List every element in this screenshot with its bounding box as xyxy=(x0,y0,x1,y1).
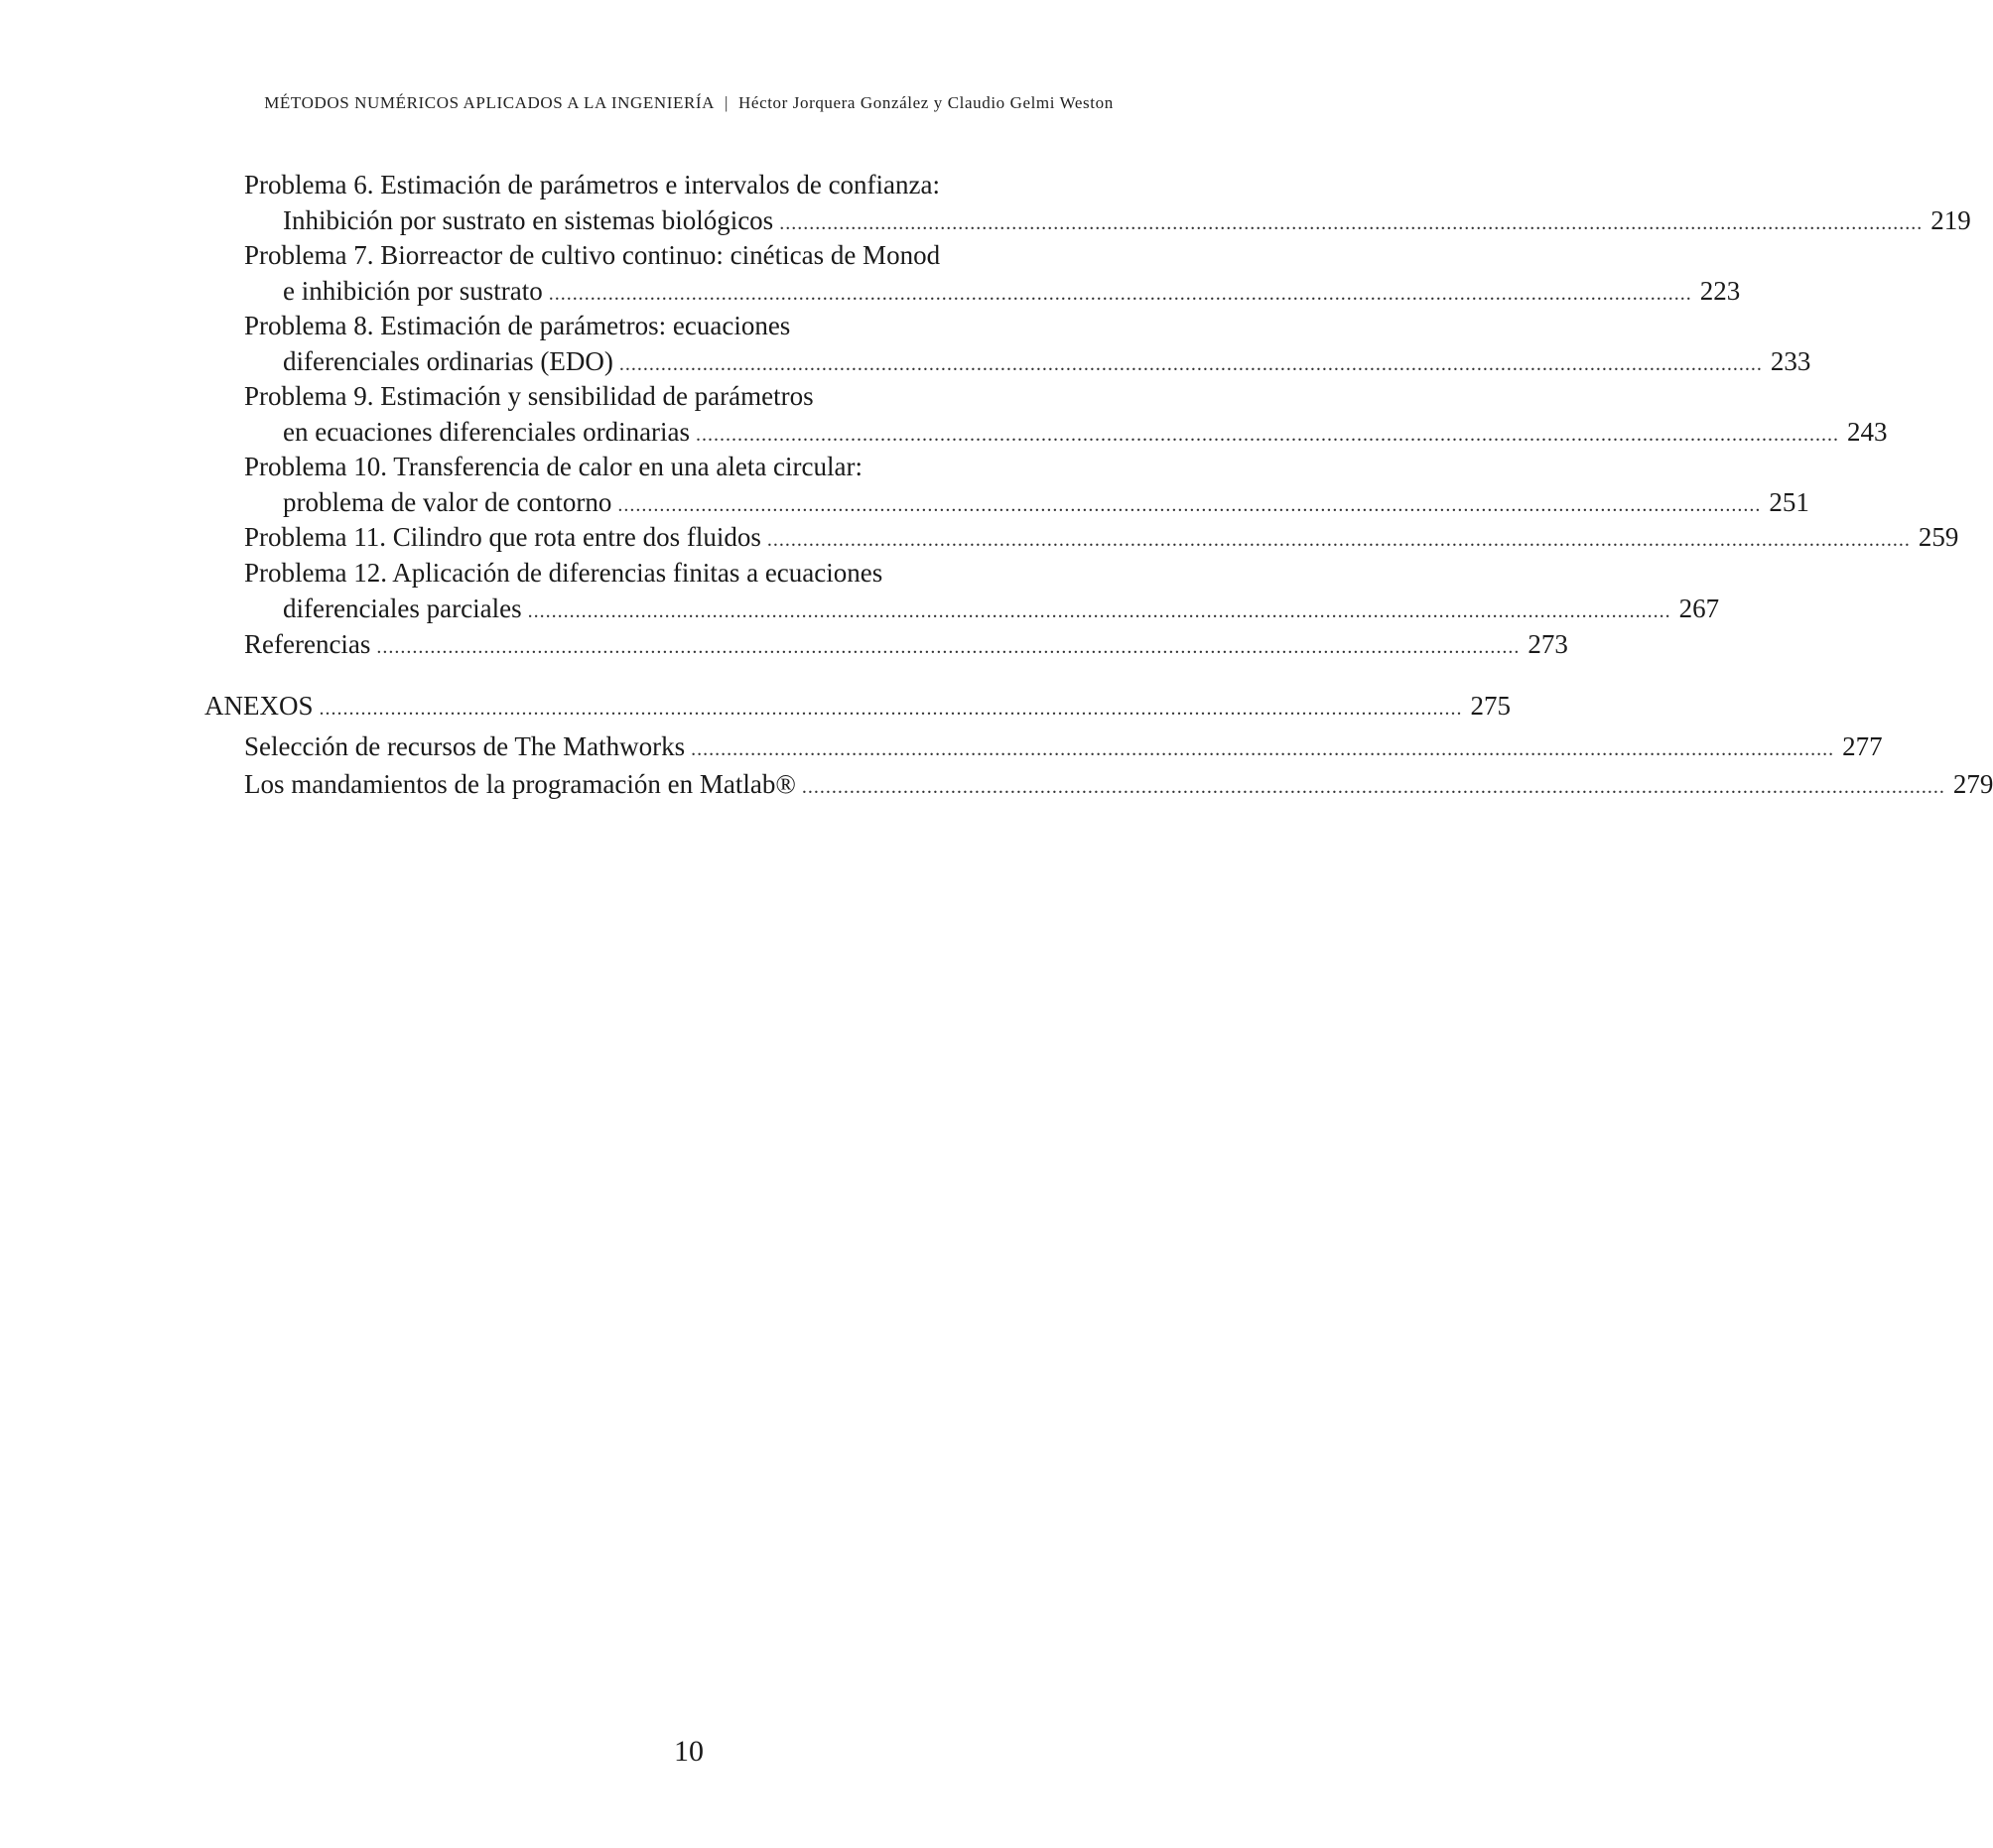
toc-entry-title: Los mandamientos de la programación en Matlab® xyxy=(244,769,796,799)
header-separator: | xyxy=(725,93,730,112)
toc-entry-seleccion-recursos[interactable] xyxy=(244,728,1883,767)
toc-entry-title: Problema 9. Estimación y sensibilidad de parámetros xyxy=(244,381,814,411)
toc-entry-subtitle: diferenciales parciales xyxy=(283,594,522,623)
leader-dots: ................................................................................................................................................................................................ xyxy=(376,636,1521,658)
toc-page-number: 279 xyxy=(1952,769,1993,799)
toc-page-number: 233 xyxy=(1770,346,1811,376)
toc-page-number: 251 xyxy=(1769,487,1809,517)
leader-dots: ................................................................................................................................................................................................ xyxy=(779,212,1924,234)
toc-page-number: 243 xyxy=(1847,417,1888,447)
toc-entry-problema-7[interactable] xyxy=(244,237,1741,312)
toc-entry-title: Problema 7. Biorreactor de cultivo continuo: cinéticas de Monod xyxy=(244,240,941,270)
toc-entry-title: ANEXOS xyxy=(204,691,314,721)
leader-dots: ................................................................................................................................................................................................ xyxy=(766,529,1911,551)
toc-entry-subtitle: e inhibición por sustrato xyxy=(283,276,543,306)
toc-entry-problema-11[interactable] xyxy=(244,519,1959,558)
toc-entry-title: Problema 6. Estimación de parámetros e intervalos de confianza: xyxy=(244,170,940,199)
toc-entry-problema-6[interactable] xyxy=(244,167,1971,241)
toc-entry-title: Problema 12. Aplicación de diferencias finitas a ecuaciones xyxy=(244,558,883,588)
toc-page-number: 267 xyxy=(1678,594,1720,623)
page-number: 10 xyxy=(674,1735,704,1768)
toc-entry-subtitle: diferenciales ordinarias (EDO) xyxy=(283,346,613,376)
authors: Héctor Jorquera González y Claudio Gelmi Weston xyxy=(738,93,1114,112)
toc-entry-subtitle: Inhibición por sustrato en sistemas biológicos xyxy=(283,205,774,235)
toc-entry-title: Problema 10. Transferencia de calor en una aleta circular: xyxy=(244,452,863,481)
toc-entry-problema-8[interactable] xyxy=(244,308,1811,382)
leader-dots: ................................................................................................................................................................................................ xyxy=(801,776,1945,798)
toc-entry-subtitle: problema de valor de contorno xyxy=(283,487,612,517)
toc-page-number: 259 xyxy=(1918,522,1959,552)
leader-dots: ................................................................................................................................................................................................ xyxy=(319,698,1463,720)
toc-entry-problema-9[interactable] xyxy=(244,378,1888,453)
toc-page-number: 275 xyxy=(1470,691,1512,721)
toc-page-number: 219 xyxy=(1930,205,1971,235)
toc-entry-title: Referencias xyxy=(244,629,371,659)
toc-entry-anexos[interactable] xyxy=(204,688,1512,726)
toc-entry-referencias[interactable] xyxy=(244,626,1568,665)
running-header xyxy=(0,93,1378,113)
toc-page-number: 223 xyxy=(1699,276,1741,306)
leader-dots: ................................................................................................................................................................................................ xyxy=(696,424,1840,446)
toc-entry-subtitle: en ecuaciones diferenciales ordinarias xyxy=(283,417,691,447)
leader-dots: ................................................................................................................................................................................................ xyxy=(691,738,1835,760)
toc-entry-problema-10[interactable] xyxy=(244,449,1809,523)
toc-entry-title: Problema 8. Estimación de parámetros: ecuaciones xyxy=(244,311,791,340)
toc-page-number: 277 xyxy=(1842,731,1883,761)
toc-entry-problema-12[interactable] xyxy=(244,555,1720,629)
toc-page-number: 273 xyxy=(1528,629,1568,659)
leader-dots: ................................................................................................................................................................................................ xyxy=(617,494,1762,516)
leader-dots: ................................................................................................................................................................................................ xyxy=(527,600,1671,622)
book-title: MÉTODOS NUMÉRICOS APLICADOS A LA INGENIERÍA xyxy=(264,93,716,112)
toc-entry-title: Problema 11. Cilindro que rota entre dos fluidos xyxy=(244,522,761,552)
leader-dots: ................................................................................................................................................................................................ xyxy=(548,283,1692,305)
leader-dots: ................................................................................................................................................................................................ xyxy=(618,353,1763,375)
toc-entry-title: Selección de recursos de The Mathworks xyxy=(244,731,686,761)
toc-entry-mandamientos[interactable] xyxy=(244,766,1993,805)
